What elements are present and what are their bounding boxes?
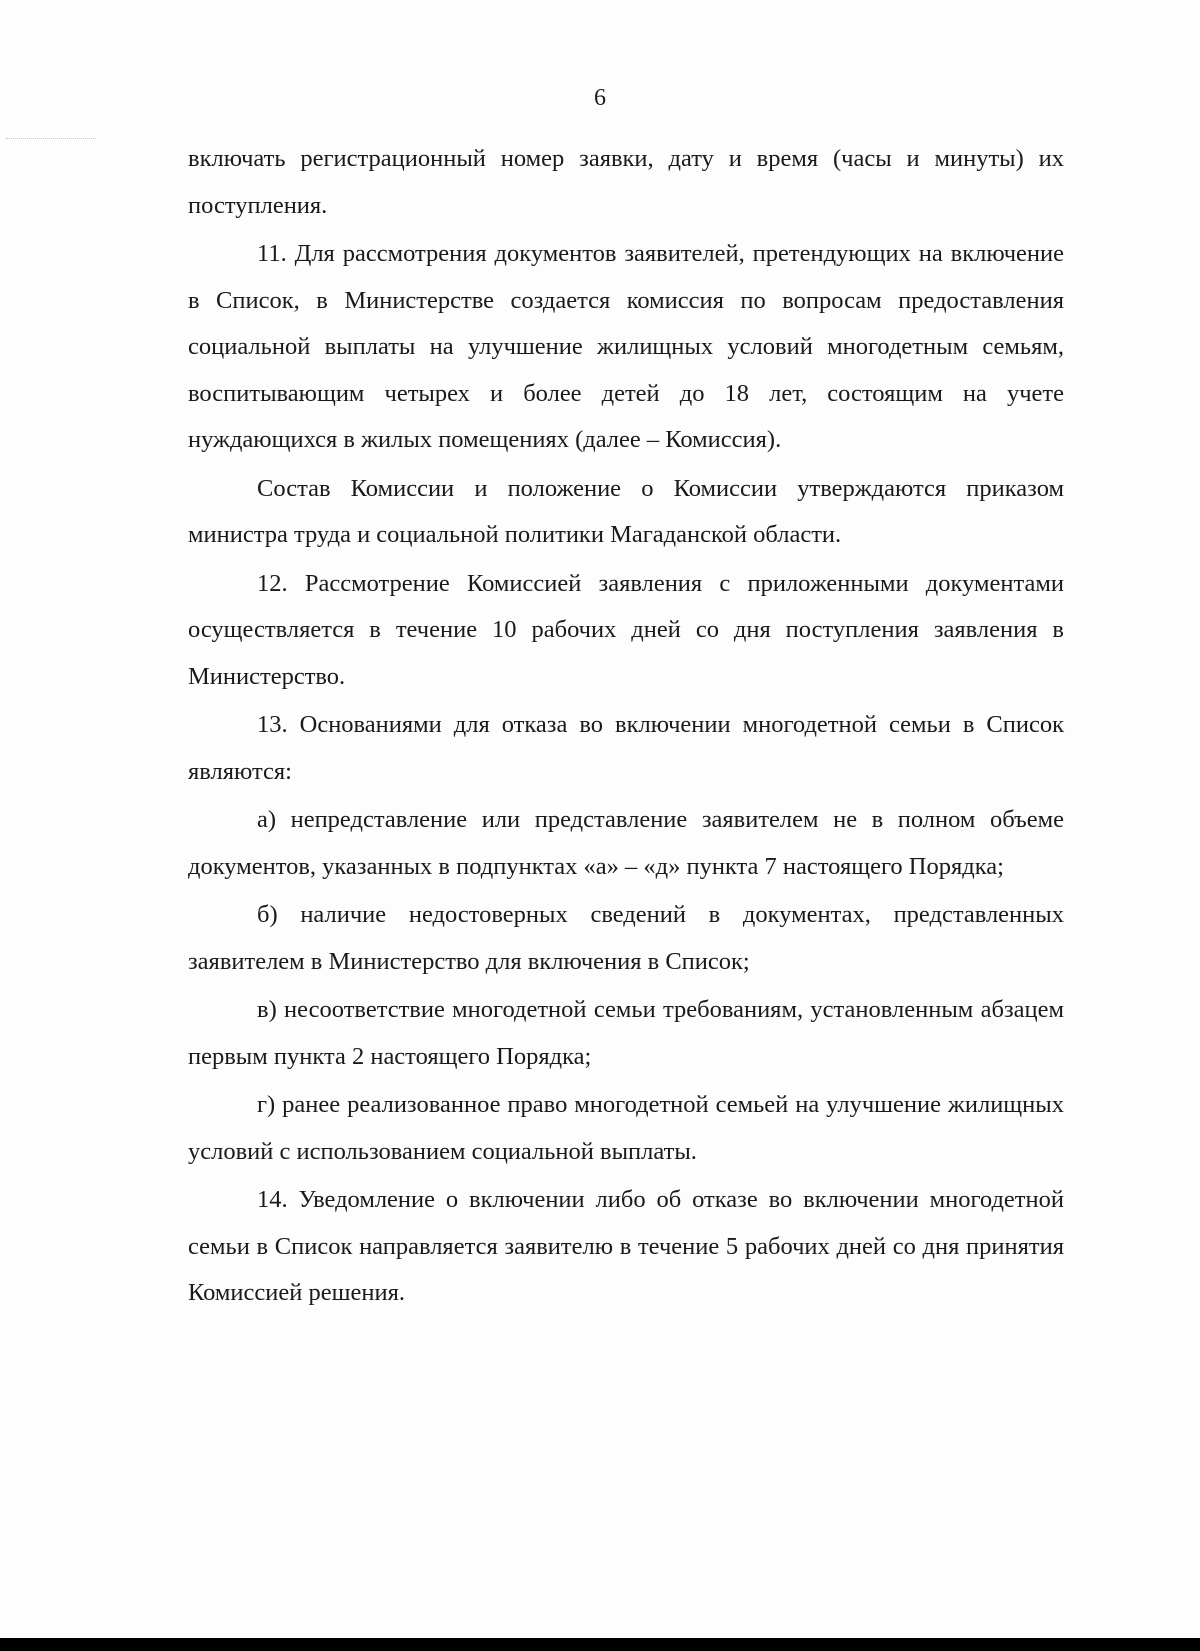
paragraph-item-11: 11. Для рассмотрения документов заявителей, претендующих на включение в Список, в Министерстве создается комиссия по вопросам предоставления социальной выплаты на улучшение жилищных условий многодетным семьям, воспитывающим четырех и более детей до 18 лет, состоящим на учете нуждающихся в жилых помещениях (далее – Комиссия). — [188, 240, 1064, 453]
paragraph-item-13: 13. Основаниями для отказа во включении многодетной семьи в Список являются: — [188, 711, 1064, 785]
paragraph-subitem-v: в) несоответствие многодетной семьи требованиям, установленным абзацем первым пункта 2 настоящего Порядка; — [188, 996, 1064, 1070]
paragraph-continuation: включать регистрационный номер заявки, дату и время (часы и минуты) их поступления. — [188, 145, 1064, 219]
paragraph-subitem-g: г) ранее реализованное право многодетной семьей на улучшение жилищных условий с использованием социальной выплаты. — [188, 1091, 1064, 1165]
document-body — [188, 136, 1064, 1317]
paragraph-commission-composition: Состав Комиссии и положение о Комиссии утверждаются приказом министра труда и социальной политики Магаданской области. — [188, 474, 1064, 548]
scan-artifact — [6, 138, 96, 140]
paragraph-subitem-b: б) наличие недостоверных сведений в документах, представленных заявителем в Министерство для включения в Список; — [188, 901, 1064, 975]
paragraph-item-12: 12. Рассмотрение Комиссией заявления с приложенными документами осуществляется в течение 10 рабочих дней со дня поступления заявления в Министерство. — [188, 569, 1064, 690]
page-number: 6 — [594, 85, 606, 111]
paragraph-item-14: 14. Уведомление о включении либо об отказе во включении многодетной семьи в Список направляется заявителю в течение 5 рабочих дней со дня принятия Комиссией решения. — [188, 1186, 1064, 1306]
paragraph-subitem-a: а) непредставление или представление заявителем не в полном объеме документов, указанных в подпунктах «а» – «д» пункта 7 настоящего Порядка; — [188, 806, 1064, 880]
scan-bottom-edge — [0, 1638, 1200, 1651]
